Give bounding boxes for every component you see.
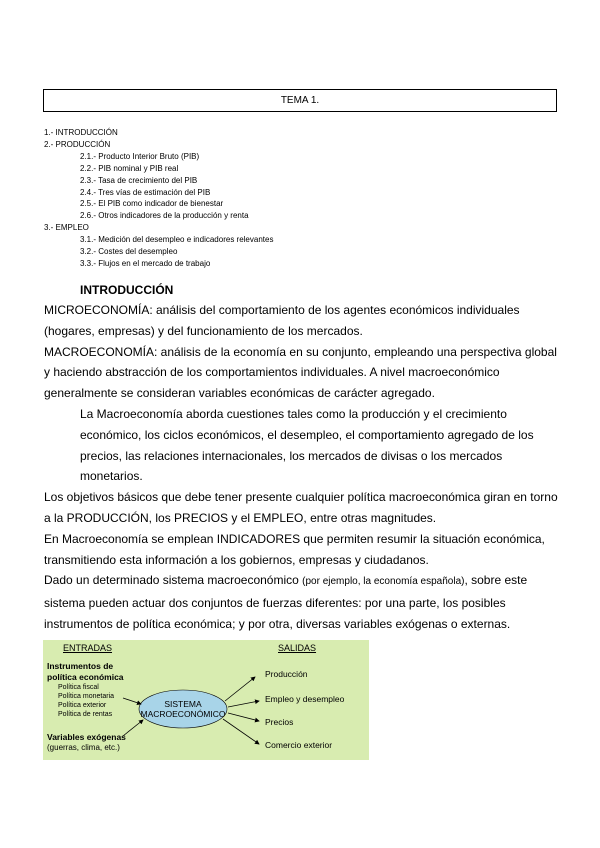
paragraph-sistema xyxy=(44,570,560,634)
variables-label-1: Variables exógenas xyxy=(47,732,126,742)
table-of-contents xyxy=(44,127,273,270)
system-label xyxy=(139,699,227,719)
macro-system-diagram xyxy=(43,640,369,760)
paragraph-macroeconomia: MACROECONOMÍA: análisis de la economía en su conjunto, empleando una perspectiva global y haciendo abstracción de los comportamientos individuales. A nivel macroeconómico generalmente se consideran variables económicas de carácter agregado. xyxy=(44,344,557,401)
system-label-1: SISTEMA xyxy=(164,699,202,709)
output-precios: Precios xyxy=(265,717,294,727)
section-heading: INTRODUCCIÓN xyxy=(80,283,174,297)
arrow-produccion xyxy=(225,677,255,701)
arrow-comercio xyxy=(223,719,259,744)
politica-exterior: Política exterior xyxy=(58,702,107,709)
toc-item: 1.- INTRODUCCIÓN xyxy=(44,128,118,137)
paragraph-sistema-c: , sobre este sistema pueden actuar dos conjuntos de fuerzas diferentes: por una parte, los posibles instrumentos de política económica; y por otra, diversas variables exógenas o externas. xyxy=(44,573,528,631)
instrumentos-label-1: Instrumentos de xyxy=(47,661,114,671)
politica-fiscal: Política fiscal xyxy=(58,684,99,691)
paragraph-sistema-a: Dado un determinado sistema macroeconómico xyxy=(44,573,303,588)
toc-item: 2.6.- Otros indicadores de la producción y renta xyxy=(80,211,249,221)
toc-item: 3.1.- Medición del desempleo e indicadores relevantes xyxy=(80,235,274,245)
politica-monetaria: Política monetaria xyxy=(58,693,115,700)
arrow-precios xyxy=(228,713,259,721)
instrumentos-label-2: política económica xyxy=(47,672,124,682)
paragraph-cuestiones: La Macroeconomía aborda cuestiones tales como la producción y el crecimiento económico, los ciclos económicos, el desempleo, el comportamiento agregado de los precios, las relaciones internacionales, los mercados de divisas o los mercados monetarios. xyxy=(80,406,534,484)
toc-item: 2.2.- PIB nominal y PIB real xyxy=(80,163,179,173)
arrow-empleo xyxy=(228,701,259,707)
output-produccion: Producción xyxy=(265,669,308,679)
toc-item: 2.4.- Tres vías de estimación del PIB xyxy=(80,187,211,197)
toc-item: 2.5.- El PIB como indicador de bienestar xyxy=(80,199,224,209)
output-empleo: Empleo y desempleo xyxy=(265,694,345,704)
toc-item: 3.3.- Flujos en el mercado de trabajo xyxy=(80,258,211,268)
toc-item: 3.- EMPLEO xyxy=(44,223,89,233)
paragraph-microeconomia: MICROECONOMÍA: análisis del comportamiento de los agentes económicos individuales (hogares, empresas) y del funcionamiento de los mercados. xyxy=(44,303,520,338)
body-text xyxy=(44,300,560,635)
paragraph-objetivos: Los objetivos básicos que debe tener presente cualquier política macroeconómica giran en torno a la PRODUCCIÓN, los PRECIOS y el EMPLEO, entre otras magnitudes. xyxy=(44,490,558,525)
paragraph-sistema-example: (por ejemplo, la economía española) xyxy=(302,576,465,588)
output-comercio: Comercio exterior xyxy=(265,740,333,750)
politica-rentas: Política de rentas xyxy=(58,711,113,718)
salidas-label: SALIDAS xyxy=(278,643,317,653)
entradas-label: ENTRADAS xyxy=(63,643,113,653)
toc-item: 3.2.- Costes del desempleo xyxy=(80,247,178,257)
paragraph-indicadores: En Macroeconomía se emplean INDICADORES que permiten resumir la situación económica, transmitiendo esta información a los gobiernos, empresas y ciudadanos. xyxy=(44,531,545,567)
variables-label-2: (guerras, clima, etc.) xyxy=(47,743,120,752)
toc-item: 2.1.- Producto Interior Bruto (PIB) xyxy=(80,151,200,161)
system-label-2: MACROECONÓMICO xyxy=(140,709,226,719)
arrow-variables xyxy=(123,720,143,736)
toc-item: 2.3.- Tasa de crecimiento del PIB xyxy=(80,175,198,185)
page-title: TEMA 1. xyxy=(43,89,557,112)
toc-item: 2.- PRODUCCIÓN xyxy=(44,139,111,149)
